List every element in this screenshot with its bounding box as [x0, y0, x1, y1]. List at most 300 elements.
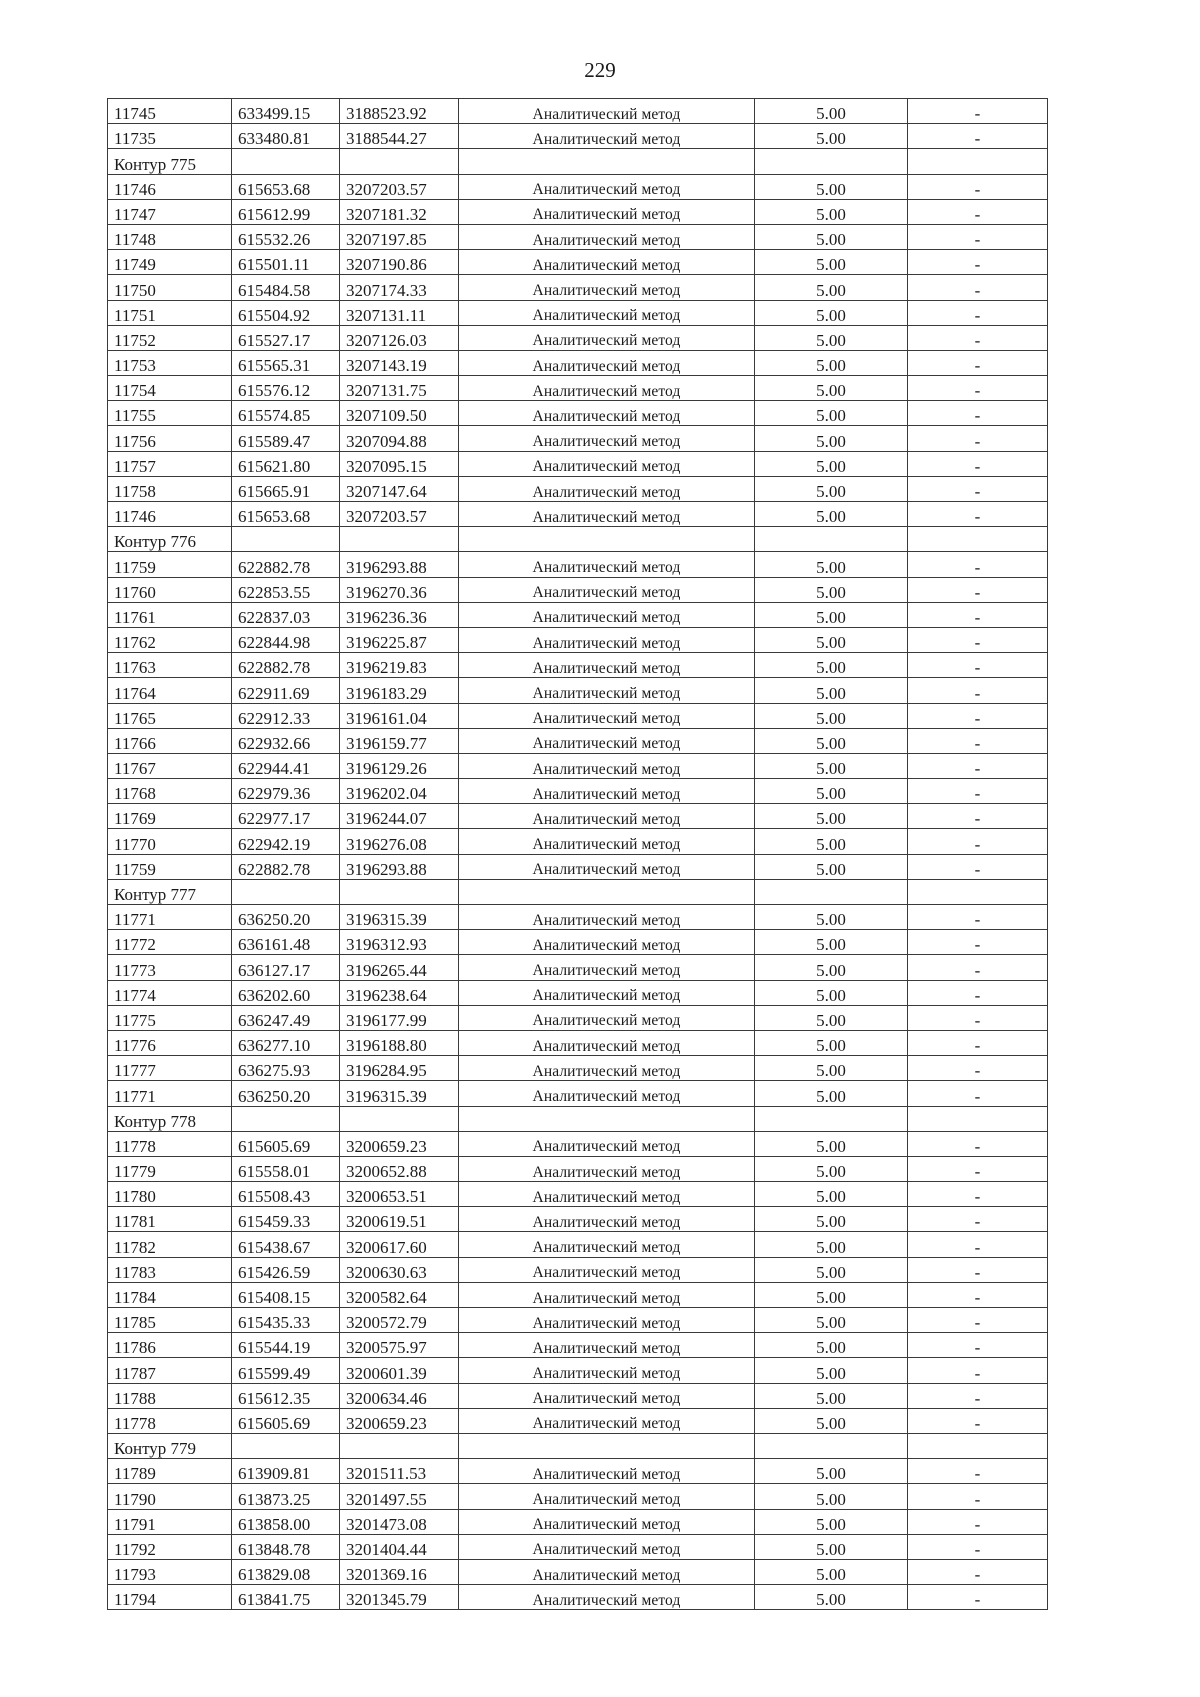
- extra-cell: -: [908, 829, 1048, 854]
- method-cell: Аналитический метод: [459, 1207, 755, 1232]
- y-coordinate-cell: 3201473.08: [340, 1509, 459, 1534]
- method-cell: Аналитический метод: [459, 905, 755, 930]
- y-coordinate-cell: 3196293.88: [340, 552, 459, 577]
- x-coordinate-cell: 622932.66: [232, 728, 340, 753]
- y-coordinate-cell: 3188544.27: [340, 124, 459, 149]
- method-cell: Аналитический метод: [459, 174, 755, 199]
- empty-cell: [459, 1106, 755, 1131]
- y-coordinate-cell: 3196183.29: [340, 678, 459, 703]
- method-cell: Аналитический метод: [459, 199, 755, 224]
- y-coordinate-cell: 3207147.64: [340, 476, 459, 501]
- precision-cell: 5.00: [755, 678, 908, 703]
- point-id-cell: 11774: [108, 980, 232, 1005]
- x-coordinate-cell: 615527.17: [232, 325, 340, 350]
- extra-cell: -: [908, 275, 1048, 300]
- precision-cell: 5.00: [755, 779, 908, 804]
- precision-cell: 5.00: [755, 1408, 908, 1433]
- method-cell: Аналитический метод: [459, 1383, 755, 1408]
- method-cell: Аналитический метод: [459, 1282, 755, 1307]
- method-cell: Аналитический метод: [459, 1559, 755, 1584]
- contour-title: Контур 776: [108, 527, 232, 552]
- table-row: [108, 300, 1048, 325]
- extra-cell: -: [908, 1207, 1048, 1232]
- extra-cell: -: [908, 905, 1048, 930]
- method-cell: Аналитический метод: [459, 426, 755, 451]
- point-id-cell: 11794: [108, 1585, 232, 1610]
- table-row: [108, 1333, 1048, 1358]
- extra-cell: -: [908, 1182, 1048, 1207]
- point-id-cell: 11785: [108, 1308, 232, 1333]
- y-coordinate-cell: 3200617.60: [340, 1232, 459, 1257]
- y-coordinate-cell: 3196238.64: [340, 980, 459, 1005]
- point-id-cell: 11762: [108, 627, 232, 652]
- extra-cell: -: [908, 1333, 1048, 1358]
- extra-cell: -: [908, 728, 1048, 753]
- x-coordinate-cell: 615426.59: [232, 1257, 340, 1282]
- x-coordinate-cell: 636250.20: [232, 905, 340, 930]
- point-id-cell: 11792: [108, 1534, 232, 1559]
- point-id-cell: 11781: [108, 1207, 232, 1232]
- precision-cell: 5.00: [755, 955, 908, 980]
- extra-cell: -: [908, 376, 1048, 401]
- y-coordinate-cell: 3201497.55: [340, 1484, 459, 1509]
- method-cell: Аналитический метод: [459, 829, 755, 854]
- empty-cell: [755, 879, 908, 904]
- table-row: [108, 1308, 1048, 1333]
- x-coordinate-cell: 615565.31: [232, 350, 340, 375]
- extra-cell: -: [908, 703, 1048, 728]
- y-coordinate-cell: 3200575.97: [340, 1333, 459, 1358]
- point-id-cell: 11771: [108, 1081, 232, 1106]
- y-coordinate-cell: 3200652.88: [340, 1156, 459, 1181]
- y-coordinate-cell: 3196312.93: [340, 930, 459, 955]
- precision-cell: 5.00: [755, 1383, 908, 1408]
- empty-cell: [908, 149, 1048, 174]
- point-id-cell: 11773: [108, 955, 232, 980]
- table-row: [108, 350, 1048, 375]
- extra-cell: -: [908, 401, 1048, 426]
- table-row: [108, 376, 1048, 401]
- table-row: [108, 577, 1048, 602]
- y-coordinate-cell: 3196284.95: [340, 1056, 459, 1081]
- precision-cell: 5.00: [755, 1308, 908, 1333]
- y-coordinate-cell: 3207109.50: [340, 401, 459, 426]
- point-id-cell: 11747: [108, 199, 232, 224]
- table-row: [108, 602, 1048, 627]
- extra-cell: -: [908, 1056, 1048, 1081]
- extra-cell: -: [908, 1308, 1048, 1333]
- precision-cell: 5.00: [755, 1257, 908, 1282]
- point-id-cell: 11756: [108, 426, 232, 451]
- table-row: [108, 1005, 1048, 1030]
- point-id-cell: 11746: [108, 502, 232, 527]
- table-row: [108, 1559, 1048, 1584]
- y-coordinate-cell: 3201511.53: [340, 1459, 459, 1484]
- extra-cell: -: [908, 1459, 1048, 1484]
- method-cell: Аналитический метод: [459, 1534, 755, 1559]
- precision-cell: 5.00: [755, 703, 908, 728]
- x-coordinate-cell: 622942.19: [232, 829, 340, 854]
- y-coordinate-cell: 3207203.57: [340, 174, 459, 199]
- method-cell: Аналитический метод: [459, 1333, 755, 1358]
- extra-cell: -: [908, 451, 1048, 476]
- table-row: [108, 124, 1048, 149]
- empty-cell: [755, 1106, 908, 1131]
- y-coordinate-cell: 3196177.99: [340, 1005, 459, 1030]
- empty-cell: [232, 879, 340, 904]
- precision-cell: 5.00: [755, 1232, 908, 1257]
- contour-title: Контур 778: [108, 1106, 232, 1131]
- point-id-cell: 11763: [108, 653, 232, 678]
- method-cell: Аналитический метод: [459, 1056, 755, 1081]
- table-row: [108, 1383, 1048, 1408]
- table-row: [108, 1156, 1048, 1181]
- precision-cell: 5.00: [755, 124, 908, 149]
- table-row: [108, 1408, 1048, 1433]
- y-coordinate-cell: 3196159.77: [340, 728, 459, 753]
- empty-cell: [908, 879, 1048, 904]
- table-row: [108, 199, 1048, 224]
- method-cell: Аналитический метод: [459, 451, 755, 476]
- precision-cell: 5.00: [755, 199, 908, 224]
- contour-title-row: [108, 527, 1048, 552]
- x-coordinate-cell: 633480.81: [232, 124, 340, 149]
- method-cell: Аналитический метод: [459, 1484, 755, 1509]
- method-cell: Аналитический метод: [459, 653, 755, 678]
- x-coordinate-cell: 636275.93: [232, 1056, 340, 1081]
- method-cell: Аналитический метод: [459, 250, 755, 275]
- point-id-cell: 11780: [108, 1182, 232, 1207]
- table-row: [108, 854, 1048, 879]
- precision-cell: 5.00: [755, 426, 908, 451]
- point-id-cell: 11752: [108, 325, 232, 350]
- x-coordinate-cell: 615653.68: [232, 174, 340, 199]
- extra-cell: -: [908, 552, 1048, 577]
- table-row: [108, 955, 1048, 980]
- extra-cell: -: [908, 1257, 1048, 1282]
- x-coordinate-cell: 622911.69: [232, 678, 340, 703]
- method-cell: Аналитический метод: [459, 804, 755, 829]
- method-cell: Аналитический метод: [459, 602, 755, 627]
- method-cell: Аналитический метод: [459, 1308, 755, 1333]
- y-coordinate-cell: 3207126.03: [340, 325, 459, 350]
- precision-cell: 5.00: [755, 1534, 908, 1559]
- y-coordinate-cell: 3207203.57: [340, 502, 459, 527]
- y-coordinate-cell: 3196161.04: [340, 703, 459, 728]
- y-coordinate-cell: 3200659.23: [340, 1408, 459, 1433]
- table-row: [108, 1232, 1048, 1257]
- empty-cell: [340, 527, 459, 552]
- point-id-cell: 11761: [108, 602, 232, 627]
- precision-cell: 5.00: [755, 1056, 908, 1081]
- y-coordinate-cell: 3207094.88: [340, 426, 459, 451]
- method-cell: Аналитический метод: [459, 275, 755, 300]
- precision-cell: 5.00: [755, 1333, 908, 1358]
- method-cell: Аналитический метод: [459, 577, 755, 602]
- method-cell: Аналитический метод: [459, 502, 755, 527]
- point-id-cell: 11757: [108, 451, 232, 476]
- y-coordinate-cell: 3207143.19: [340, 350, 459, 375]
- x-coordinate-cell: 615435.33: [232, 1308, 340, 1333]
- x-coordinate-cell: 636127.17: [232, 955, 340, 980]
- method-cell: Аналитический метод: [459, 1257, 755, 1282]
- x-coordinate-cell: 636250.20: [232, 1081, 340, 1106]
- table-row: [108, 1081, 1048, 1106]
- extra-cell: -: [908, 1383, 1048, 1408]
- point-id-cell: 11788: [108, 1383, 232, 1408]
- precision-cell: 5.00: [755, 1207, 908, 1232]
- y-coordinate-cell: 3200659.23: [340, 1131, 459, 1156]
- table-row: [108, 779, 1048, 804]
- x-coordinate-cell: 622853.55: [232, 577, 340, 602]
- y-coordinate-cell: 3196293.88: [340, 854, 459, 879]
- precision-cell: 5.00: [755, 1156, 908, 1181]
- table-row: [108, 426, 1048, 451]
- empty-cell: [755, 527, 908, 552]
- y-coordinate-cell: 3196202.04: [340, 779, 459, 804]
- x-coordinate-cell: 633499.15: [232, 99, 340, 124]
- contour-title-row: [108, 1106, 1048, 1131]
- x-coordinate-cell: 615508.43: [232, 1182, 340, 1207]
- precision-cell: 5.00: [755, 1182, 908, 1207]
- point-id-cell: 11782: [108, 1232, 232, 1257]
- y-coordinate-cell: 3196315.39: [340, 905, 459, 930]
- method-cell: Аналитический метод: [459, 1232, 755, 1257]
- empty-cell: [908, 527, 1048, 552]
- x-coordinate-cell: 615599.49: [232, 1358, 340, 1383]
- table-row: [108, 1534, 1048, 1559]
- table-row: [108, 99, 1048, 124]
- extra-cell: -: [908, 1559, 1048, 1584]
- point-id-cell: 11787: [108, 1358, 232, 1383]
- point-id-cell: 11765: [108, 703, 232, 728]
- table-row: [108, 703, 1048, 728]
- y-coordinate-cell: 3196265.44: [340, 955, 459, 980]
- x-coordinate-cell: 622844.98: [232, 627, 340, 652]
- table-row: [108, 275, 1048, 300]
- x-coordinate-cell: 615408.15: [232, 1282, 340, 1307]
- extra-cell: -: [908, 577, 1048, 602]
- method-cell: Аналитический метод: [459, 930, 755, 955]
- extra-cell: -: [908, 224, 1048, 249]
- x-coordinate-cell: 615612.99: [232, 199, 340, 224]
- method-cell: Аналитический метод: [459, 1131, 755, 1156]
- precision-cell: 5.00: [755, 980, 908, 1005]
- x-coordinate-cell: 622882.78: [232, 552, 340, 577]
- table-row: [108, 552, 1048, 577]
- precision-cell: 5.00: [755, 1484, 908, 1509]
- precision-cell: 5.00: [755, 1559, 908, 1584]
- empty-cell: [232, 527, 340, 552]
- y-coordinate-cell: 3196315.39: [340, 1081, 459, 1106]
- x-coordinate-cell: 636161.48: [232, 930, 340, 955]
- extra-cell: -: [908, 653, 1048, 678]
- method-cell: Аналитический метод: [459, 376, 755, 401]
- extra-cell: -: [908, 804, 1048, 829]
- empty-cell: [232, 1106, 340, 1131]
- table-row: [108, 980, 1048, 1005]
- table-row: [108, 1030, 1048, 1055]
- empty-cell: [459, 879, 755, 904]
- empty-cell: [755, 149, 908, 174]
- point-id-cell: 11779: [108, 1156, 232, 1181]
- empty-cell: [459, 149, 755, 174]
- point-id-cell: 11754: [108, 376, 232, 401]
- point-id-cell: 11776: [108, 1030, 232, 1055]
- extra-cell: -: [908, 1156, 1048, 1181]
- precision-cell: 5.00: [755, 829, 908, 854]
- method-cell: Аналитический метод: [459, 779, 755, 804]
- extra-cell: -: [908, 627, 1048, 652]
- coordinates-table-body: [108, 99, 1048, 1610]
- precision-cell: 5.00: [755, 1459, 908, 1484]
- point-id-cell: 11772: [108, 930, 232, 955]
- point-id-cell: 11751: [108, 300, 232, 325]
- x-coordinate-cell: 615589.47: [232, 426, 340, 451]
- x-coordinate-cell: 615558.01: [232, 1156, 340, 1181]
- precision-cell: 5.00: [755, 1030, 908, 1055]
- contour-title-row: [108, 879, 1048, 904]
- table-row: [108, 224, 1048, 249]
- point-id-cell: 11750: [108, 275, 232, 300]
- empty-cell: [459, 527, 755, 552]
- y-coordinate-cell: 3196244.07: [340, 804, 459, 829]
- point-id-cell: 11777: [108, 1056, 232, 1081]
- method-cell: Аналитический метод: [459, 1585, 755, 1610]
- precision-cell: 5.00: [755, 753, 908, 778]
- x-coordinate-cell: 615576.12: [232, 376, 340, 401]
- method-cell: Аналитический метод: [459, 1358, 755, 1383]
- method-cell: Аналитический метод: [459, 401, 755, 426]
- precision-cell: 5.00: [755, 502, 908, 527]
- method-cell: Аналитический метод: [459, 224, 755, 249]
- table-row: [108, 451, 1048, 476]
- method-cell: Аналитический метод: [459, 854, 755, 879]
- precision-cell: 5.00: [755, 804, 908, 829]
- method-cell: Аналитический метод: [459, 980, 755, 1005]
- table-row: [108, 1585, 1048, 1610]
- extra-cell: -: [908, 250, 1048, 275]
- precision-cell: 5.00: [755, 627, 908, 652]
- contour-title: Контур 779: [108, 1433, 232, 1458]
- y-coordinate-cell: 3200572.79: [340, 1308, 459, 1333]
- table-row: [108, 804, 1048, 829]
- extra-cell: -: [908, 199, 1048, 224]
- table-row: [108, 325, 1048, 350]
- x-coordinate-cell: 615621.80: [232, 451, 340, 476]
- extra-cell: -: [908, 1408, 1048, 1433]
- precision-cell: 5.00: [755, 275, 908, 300]
- point-id-cell: 11745: [108, 99, 232, 124]
- contour-title: Контур 777: [108, 879, 232, 904]
- y-coordinate-cell: 3196236.36: [340, 602, 459, 627]
- table-row: [108, 678, 1048, 703]
- point-id-cell: 11778: [108, 1408, 232, 1433]
- y-coordinate-cell: 3207131.75: [340, 376, 459, 401]
- method-cell: Аналитический метод: [459, 1459, 755, 1484]
- method-cell: Аналитический метод: [459, 678, 755, 703]
- table-row: [108, 753, 1048, 778]
- x-coordinate-cell: 636277.10: [232, 1030, 340, 1055]
- precision-cell: 5.00: [755, 602, 908, 627]
- extra-cell: -: [908, 99, 1048, 124]
- point-id-cell: 11769: [108, 804, 232, 829]
- point-id-cell: 11783: [108, 1257, 232, 1282]
- table-row: [108, 1056, 1048, 1081]
- precision-cell: 5.00: [755, 174, 908, 199]
- precision-cell: 5.00: [755, 854, 908, 879]
- method-cell: Аналитический метод: [459, 703, 755, 728]
- y-coordinate-cell: 3207174.33: [340, 275, 459, 300]
- x-coordinate-cell: 622912.33: [232, 703, 340, 728]
- y-coordinate-cell: 3200619.51: [340, 1207, 459, 1232]
- precision-cell: 5.00: [755, 905, 908, 930]
- table-row: [108, 930, 1048, 955]
- contour-title-row: [108, 149, 1048, 174]
- y-coordinate-cell: 3196188.80: [340, 1030, 459, 1055]
- point-id-cell: 11768: [108, 779, 232, 804]
- precision-cell: 5.00: [755, 1358, 908, 1383]
- precision-cell: 5.00: [755, 451, 908, 476]
- extra-cell: -: [908, 1131, 1048, 1156]
- precision-cell: 5.00: [755, 1081, 908, 1106]
- empty-cell: [908, 1106, 1048, 1131]
- table-row: [108, 1131, 1048, 1156]
- x-coordinate-cell: 613909.81: [232, 1459, 340, 1484]
- precision-cell: 5.00: [755, 1282, 908, 1307]
- y-coordinate-cell: 3207197.85: [340, 224, 459, 249]
- extra-cell: -: [908, 930, 1048, 955]
- point-id-cell: 11758: [108, 476, 232, 501]
- x-coordinate-cell: 636247.49: [232, 1005, 340, 1030]
- precision-cell: 5.00: [755, 99, 908, 124]
- table-row: [108, 1509, 1048, 1534]
- precision-cell: 5.00: [755, 376, 908, 401]
- x-coordinate-cell: 622882.78: [232, 653, 340, 678]
- table-row: [108, 174, 1048, 199]
- table-row: [108, 905, 1048, 930]
- table-row: [108, 829, 1048, 854]
- y-coordinate-cell: 3196276.08: [340, 829, 459, 854]
- point-id-cell: 11778: [108, 1131, 232, 1156]
- y-coordinate-cell: 3207190.86: [340, 250, 459, 275]
- precision-cell: 5.00: [755, 1509, 908, 1534]
- extra-cell: -: [908, 602, 1048, 627]
- table-row: [108, 627, 1048, 652]
- method-cell: Аналитический метод: [459, 1030, 755, 1055]
- table-row: [108, 476, 1048, 501]
- point-id-cell: 11755: [108, 401, 232, 426]
- table-row: [108, 653, 1048, 678]
- empty-cell: [232, 1433, 340, 1458]
- extra-cell: -: [908, 325, 1048, 350]
- point-id-cell: 11793: [108, 1559, 232, 1584]
- extra-cell: -: [908, 1005, 1048, 1030]
- y-coordinate-cell: 3200634.46: [340, 1383, 459, 1408]
- table-row: [108, 1459, 1048, 1484]
- point-id-cell: 11746: [108, 174, 232, 199]
- precision-cell: 5.00: [755, 1005, 908, 1030]
- point-id-cell: 11786: [108, 1333, 232, 1358]
- extra-cell: -: [908, 1509, 1048, 1534]
- point-id-cell: 11735: [108, 124, 232, 149]
- point-id-cell: 11791: [108, 1509, 232, 1534]
- point-id-cell: 11759: [108, 552, 232, 577]
- coordinates-table: [107, 98, 1048, 1610]
- table-row: [108, 502, 1048, 527]
- extra-cell: -: [908, 1534, 1048, 1559]
- extra-cell: -: [908, 476, 1048, 501]
